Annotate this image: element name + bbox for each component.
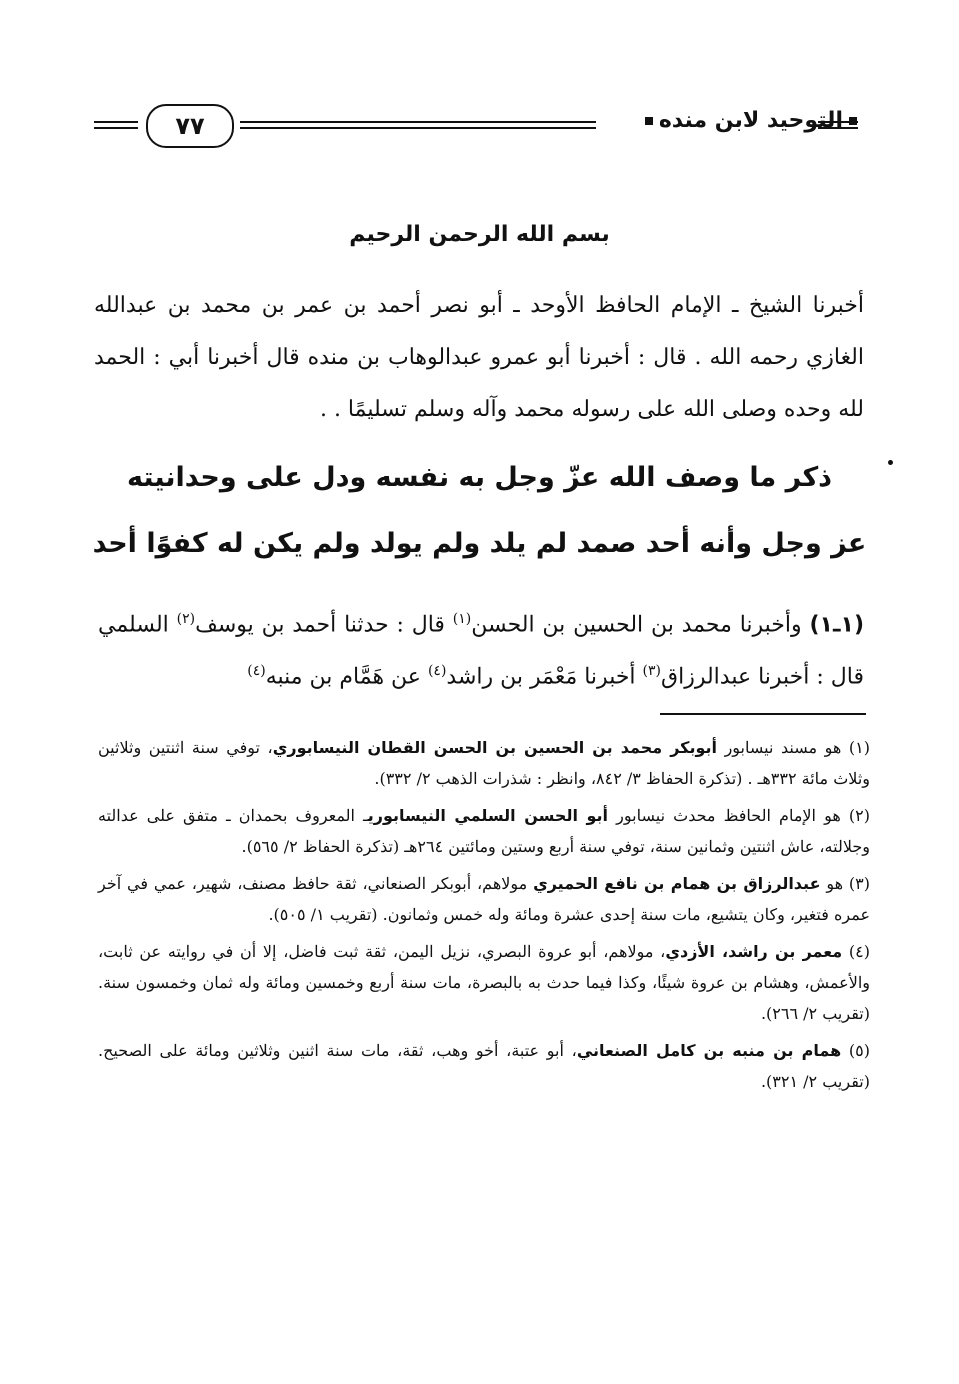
square-ornament-icon [645, 117, 653, 125]
footnote-ref[interactable]: (٣) [642, 663, 662, 680]
hadith-text: قال : حدثنا أحمد بن يوسف [195, 612, 445, 638]
hadith-paragraph [98, 596, 864, 701]
footnote-number: (٤) [848, 942, 871, 961]
footnote-4 [98, 936, 870, 1029]
footnote-text: هو مسند نيسابور [724, 738, 842, 757]
running-title-text: التوحيد لابن منده [658, 108, 843, 133]
footnote-text: هو الإمام الحافظ محدث نيسابور [616, 806, 841, 825]
header-rule-left [94, 121, 138, 129]
footnote-separator [660, 713, 866, 715]
footnote-name: أبوبكر محمد بن الحسين بن الحسن القطان النيسابوري [272, 738, 717, 757]
header-rule-middle [240, 121, 596, 129]
footnote-text: ، مولاهم، أبو عروة البصري، نزيل اليمن، ثقة ثبت فاضل، إلا أن في روايته عن ثابت، والأعمش، وهشام بن عروة شيئًا، وكذا فيما حدث به بالبصرة، مات سنة أربع وخمسين ومائة وله ثمان وخمسون سنة. (تقريب ٢/ ٢٦٦). [98, 942, 870, 1023]
footnote-ref[interactable]: (١) [452, 611, 472, 627]
footnote-name: عبدالرزاق بن همام بن نافع الحميري [533, 874, 821, 893]
footnote-3 [98, 868, 870, 930]
footnote-name: همام بن منبه بن كامل الصنعاني [576, 1041, 842, 1060]
hadith-text: عن هَمَّام بن منبه [265, 664, 421, 690]
footnote-text: مولاهم، أبوبكر الصنعاني، ثقة حافظ مصنف، شهير، عمي في آخر عمره فتغير، وكان يتشيع، مات سنة إحدى عشرة ومائة وله خمس وثمانون. (تقريب ١/ ٥٠٥). [98, 874, 870, 924]
footnote-name: أبو الحسن السلمي النيسابوري [367, 806, 609, 825]
chapter-heading-line2: عز وجل وأنه أحد صمد لم يلد ولم يولد ولم يكن له كفوًا أحد [92, 528, 867, 559]
hadith-text: السلمي قال : أخبرنا عبدالرزاق [98, 612, 864, 690]
intro-paragraph: أخبرنا الشيخ ـ الإمام الحافظ الأوحد ـ أبو نصر أحمد بن عمر بن محمد بن عبدالله الغازي رحمه الله . قال : أخبرنا أبو عمرو عبدالوهاب بن منده قال أخبرنا أبي : الحمد لله وحده وصلى الله على رسوله محمد وآله وسلم تسليمًا . . [94, 293, 864, 422]
footnote-ref[interactable]: (٤) [427, 663, 447, 680]
hadith-text: أخبرنا مَعْمَر بن راشد [446, 664, 636, 690]
running-title [639, 108, 863, 133]
footnote-text: ـ المعروف بحمدان ـ متفق على عدالته وجلالته، عاش اثنتين وثمانين سنة، توفي سنة أربع وستين ومائتين ٢٦٤هـ (تذكرة الحفاظ ٢/ ٥٦٥). [98, 806, 870, 856]
footnotes [98, 732, 870, 1103]
footnote-ref[interactable]: (٢) [176, 611, 196, 627]
hadith-number: (١ـ١) [809, 612, 864, 638]
hadith-text: وأخبرنا محمد بن الحسين بن الحسن [471, 612, 802, 638]
chapter-heading-line1: ذكر ما وصف الله عزّ وجل به نفسه ودل على وحدانيته [126, 462, 833, 493]
footnote-text: ، توفي سنة اثنتين وثلاثين وثلاث مائة ٣٣٢هـ . (تذكرة الحفاظ ٣/ ٨٤٢، وانظر : شذرات الذهب ٢/ ٣٣٢). [98, 738, 870, 788]
footnote-5 [98, 1035, 870, 1097]
footnote-text: ، أبو عتبة، أخو وهب، ثقة، مات سنة اثنين وثلاثين ومائة على الصحيح. (تقريب ٢/ ٣٢١). [98, 1041, 870, 1091]
footnote-2 [98, 800, 870, 862]
footnote-1 [98, 732, 870, 794]
footnote-ref[interactable]: (٤) [247, 663, 266, 680]
square-ornament-icon [849, 117, 857, 125]
footnote-number: (٢) [848, 806, 870, 825]
footnote-number: (٣) [848, 874, 870, 893]
footnote-text: هو [826, 874, 844, 893]
footnote-name: معمر بن راشد، الأزدي [665, 942, 843, 961]
basmala: بسم الله الرحمن الرحيم [349, 222, 610, 247]
footnote-number: (١) [848, 738, 871, 757]
page-number: ٧٧ [146, 104, 234, 148]
footnote-number: (٥) [848, 1041, 870, 1060]
